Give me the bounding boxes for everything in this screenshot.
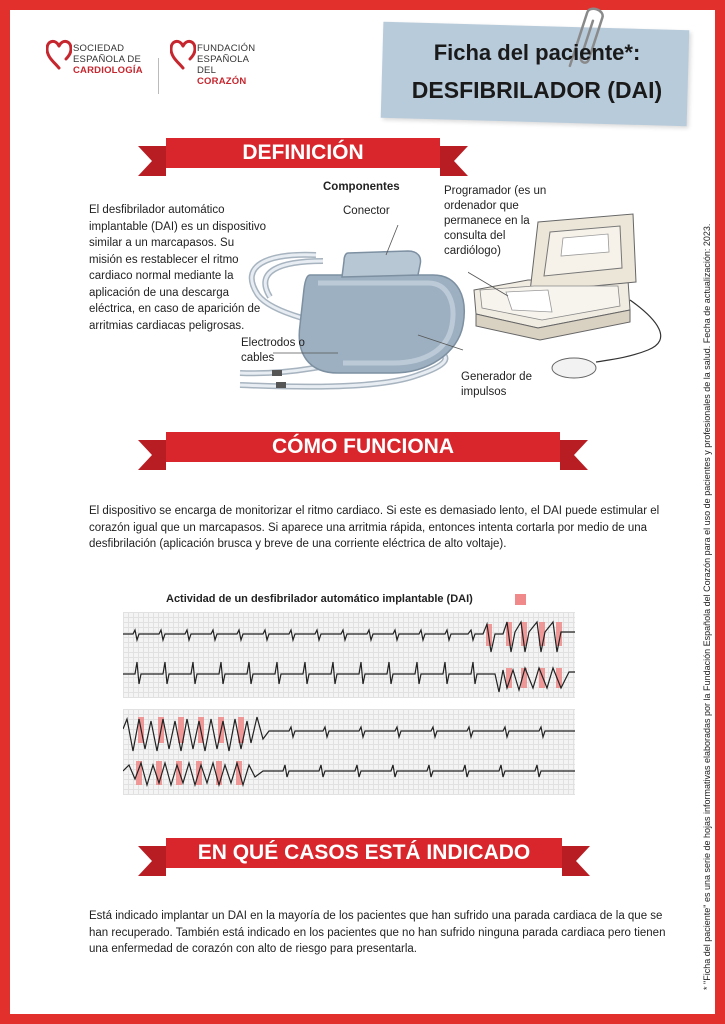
label-electrodos: Electrodos o cables bbox=[241, 337, 305, 364]
label-generador: Generador de impulsos bbox=[461, 371, 532, 398]
logo-divider bbox=[158, 58, 159, 94]
ecg-strip-1 bbox=[123, 612, 575, 698]
sec-logo-text: SOCIEDAD ESPAÑOLA DE CARDIOLOGÍA bbox=[73, 43, 143, 76]
programmer-laptop-illustration bbox=[468, 210, 703, 390]
label-conector: Conector bbox=[343, 205, 390, 217]
dai-device-illustration bbox=[228, 225, 468, 415]
mouse-icon bbox=[552, 358, 596, 378]
indicado-text: Está indicado implantar un DAI en la mayoría de los pacientes que han sufrido una parada cardiaca de la que se han recuperado. También está indicado en los pacientes que no han sufrido ninguna parada cardiaca pero tienen una enfermedad de corazón con alto de riesgo para presentarla. bbox=[89, 910, 666, 955]
components-title: Componentes bbox=[323, 181, 400, 193]
title-card bbox=[381, 22, 690, 127]
connector-header bbox=[342, 251, 421, 277]
heart-logo-icon bbox=[46, 38, 72, 84]
generator-body bbox=[299, 275, 464, 373]
ecg-trace-1 bbox=[123, 612, 575, 698]
page-title-line2: DESFIBRILADOR (DAI) bbox=[411, 77, 663, 103]
footnote-vertical: * "Ficha del paciente" es una serie de hojas informativas elaboradas por la Fundación Española del Corazón para el uso de pacientes y profesionales de la salud. Fecha de actualización: 2023. bbox=[702, 223, 712, 990]
ecg-title: Actividad de un desfibrilador automático implantable (DAI) bbox=[166, 593, 473, 605]
ecg-strip-2 bbox=[123, 709, 575, 795]
banner-como-funciona: CÓMO FUNCIONA bbox=[166, 432, 560, 462]
heart-logo-icon bbox=[170, 38, 196, 84]
ecg-trace-2 bbox=[123, 709, 575, 795]
como-funciona-text: El dispositivo se encarga de monitorizar el ritmo cardiaco. Si este es demasiado lento, el DAI puede estimular el corazón igual que un marcapasos. Si aparece una arritmia rápida, entonces intenta cortarla por medio de una desfibrilación (aplicación brusca y breve de una corriente eléctrica de alto voltaje). bbox=[89, 505, 660, 550]
banner-definicion: DEFINICIÓN bbox=[166, 138, 440, 168]
page-title-line1: Ficha del paciente*: bbox=[433, 40, 641, 65]
label-programador: Programador (es un ordenador que permanece en la consulta del cardiólogo) bbox=[444, 185, 547, 257]
shock-legend-swatch bbox=[515, 594, 526, 605]
fec-logo-text: FUNDACIÓN ESPAÑOLA DEL CORAZÓN bbox=[197, 43, 256, 87]
definicion-text: El desfibrilador automático implantable (DAI) es un dispositivo similar a un marcapasos. Su misión es restablecer el ritmo cardiaco normal mediante la aplicación de una descarga eléctrica, en caso de aparición de arritmias cardiacas peligrosas. bbox=[89, 204, 267, 332]
banner-indicado: EN QUÉ CASOS ESTÁ INDICADO bbox=[166, 838, 562, 868]
